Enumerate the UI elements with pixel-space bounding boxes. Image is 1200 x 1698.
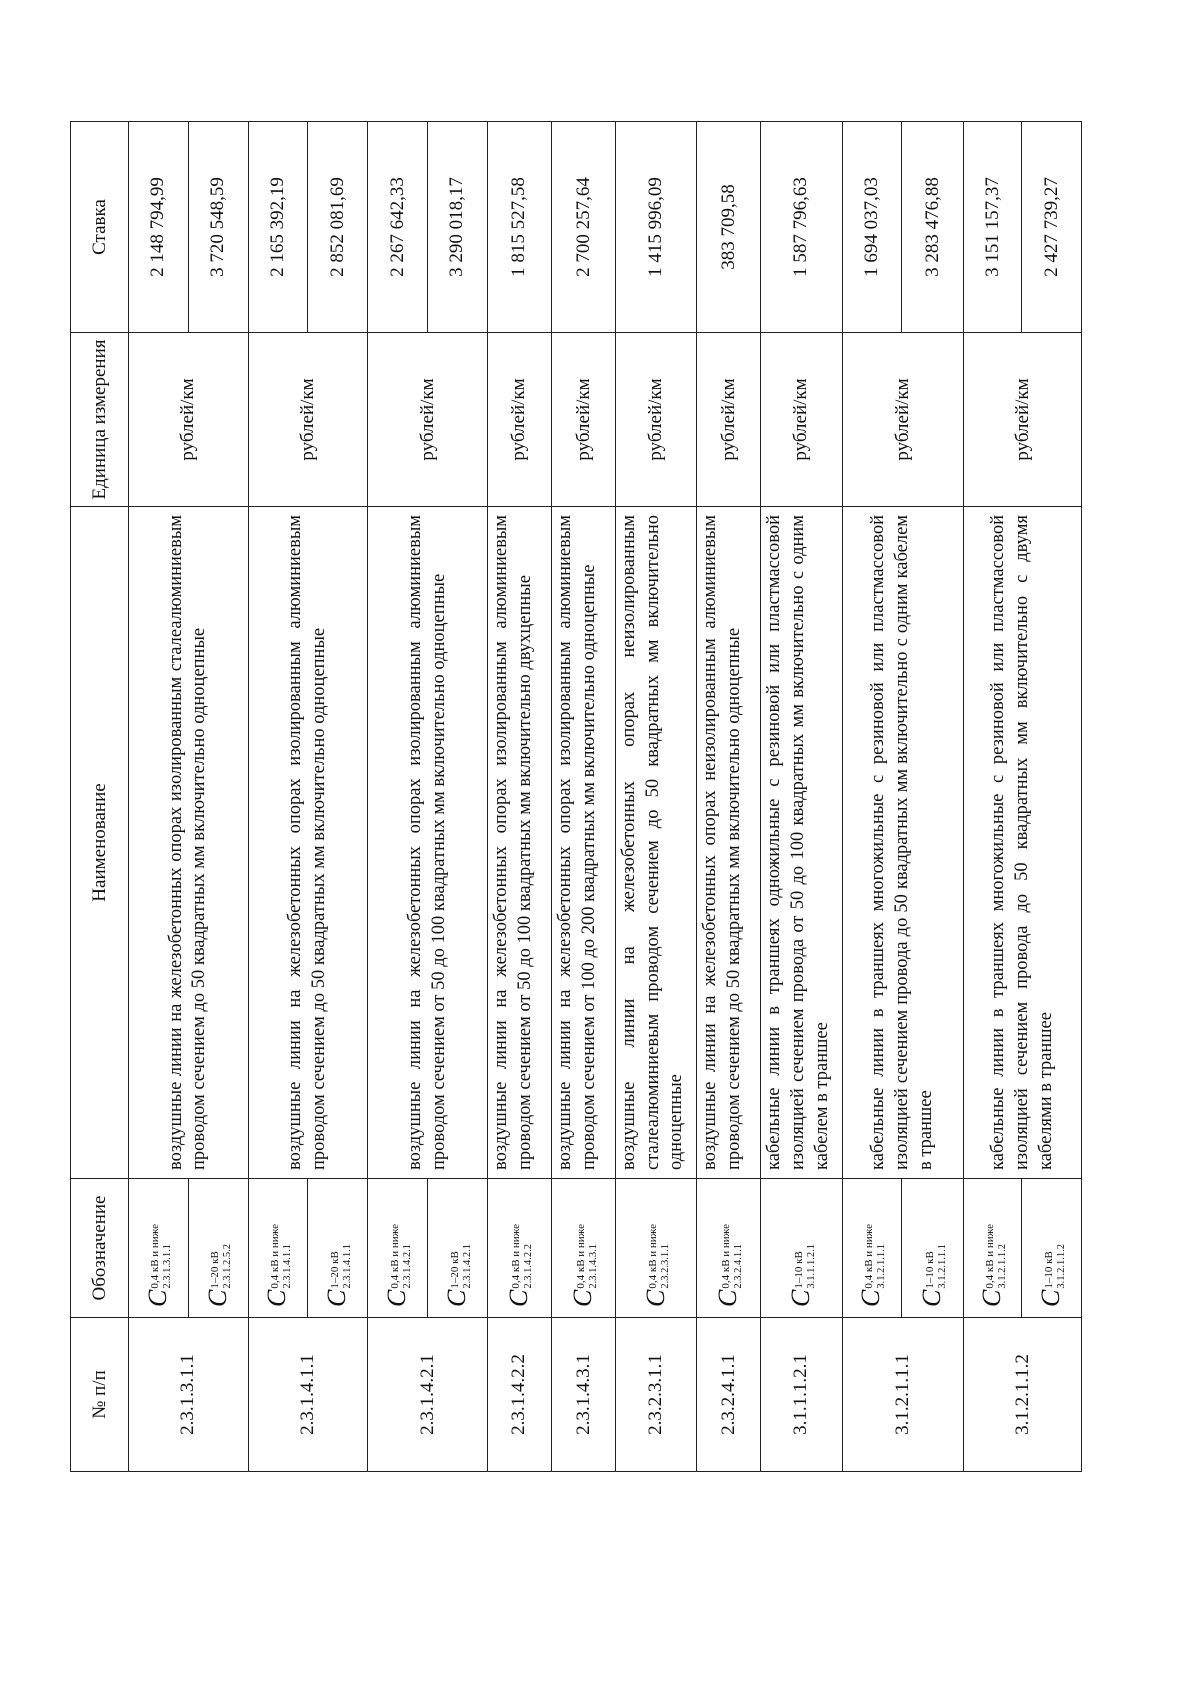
designation-indices [390,1224,414,1289]
table-body [129,122,1082,1472]
designation-letter: C [856,1289,886,1307]
table-row [697,122,761,1472]
unit-cell: рублей/км [697,333,761,507]
table-row [761,122,842,1472]
voltage-superscript: 1–20 кВ [328,1251,341,1289]
designation-cell [964,1179,1022,1318]
unit-cell: рублей/км [616,333,697,507]
designation-indices [150,1224,174,1289]
designation-cell [487,1179,551,1318]
designation-letter: C [142,1289,172,1307]
header-designation: Обозначение [71,1179,129,1318]
designation-cell [761,1179,842,1318]
code-subscript: 2.3.2.3.1.1 [660,1244,672,1289]
voltage-superscript: 0,4 кВ и ниже [983,1223,996,1289]
code-subscript: 2.3.1.4.2.1 [401,1244,413,1289]
item-name: воздушные линии на железобетонных опорах изолированным алюминиевым проводом сечением от 100 до 200 квадратных мм включительно одноцепные [551,507,615,1179]
designation-indices [648,1224,672,1289]
item-name: кабельные линии в траншеях одножильные с резиновой или пластмассовой изоляцией сечением провода от 50 до 100 квадратных мм включительно с одним кабелем в траншее [761,507,842,1179]
unit-cell: рублей/км [964,333,1082,507]
designation-letter: C [1035,1289,1065,1307]
unit-cell: рублей/км [842,333,964,507]
rate-cell: 3 290 018,17 [428,122,488,333]
unit-cell: рублей/км [551,333,615,507]
code-subscript: 2.3.1.4.1.1 [341,1244,353,1289]
designation-indices [270,1224,294,1289]
designation-cell [188,1179,248,1318]
header-rate: Ставка [71,122,129,333]
item-name: воздушные линии на железобетонных опорах изолированным сталеалюминиевым проводом сечением до 50 квадратных мм включительно одноцепные [129,507,249,1179]
voltage-superscript: 0,4 кВ и ниже [863,1223,875,1289]
header-name: Наименование [71,507,129,1179]
designation-cell [697,1179,761,1318]
rate-cell: 1 815 527,58 [487,122,551,333]
designation-letter: C [503,1289,533,1307]
designation-cell [368,1179,428,1318]
designation-letter: C [202,1289,232,1307]
voltage-superscript: 1–20 кВ [209,1251,222,1289]
code-subscript: 2.3.1.2.5.2 [222,1244,234,1289]
row-number: 3.1.1.1.2.1 [761,1318,842,1472]
designation-letter: C [917,1289,947,1307]
voltage-superscript: 0,4 кВ и ниже [647,1223,660,1289]
rate-cell: 1 694 037,03 [842,122,902,333]
code-subscript: 2.3.1.4.2.1 [461,1244,473,1289]
code-subscript: 3.1.1.1.2.1 [805,1244,817,1289]
rate-cell: 383 709,58 [697,122,761,333]
table-row [368,122,428,1472]
unit-cell: рублей/км [487,333,551,507]
rate-cell: 1 415 996,09 [616,122,697,333]
table-row [487,122,551,1472]
designation-letter: C [713,1289,743,1307]
rate-cell: 2 165 392,19 [248,122,308,333]
designation-letter: C [567,1289,597,1307]
item-name: воздушные линии на железобетонных опорах изолированным алюминиевым проводом сечением до 50 квадратных мм включительно одноцепные [248,507,368,1179]
designation-letter: C [785,1289,815,1307]
designation-letter: C [262,1289,292,1307]
item-name: воздушные линии на железобетонных опорах изолированным алюминиевым проводом сечением от 50 до 100 квадратных мм включительно одноцепные [368,507,488,1179]
voltage-superscript: 1–10 кВ [1042,1251,1055,1289]
rate-cell: 2 267 642,33 [368,122,428,333]
voltage-superscript: 0,4 кВ и ниже [149,1223,162,1289]
voltage-superscript: 1–20 кВ [448,1251,461,1289]
voltage-superscript: 0,4 кВ и ниже [574,1223,587,1289]
row-number: 2.3.1.4.3.1 [551,1318,615,1472]
designation-indices [864,1224,888,1289]
unit-cell: рублей/км [761,333,842,507]
designation-indices [576,1224,600,1289]
row-number: 2.3.1.3.1.1 [129,1318,249,1472]
item-name: воздушные линии на железобетонных опорах неизолированным сталеалюминиевым проводом сечением до 50 квадратных мм включительно одноцепные [616,507,697,1179]
designation-indices [511,1224,535,1289]
designation-indices [1044,1244,1068,1289]
item-name: воздушные линии на железобетонных опорах изолированным алюминиевым проводом сечением от 50 до 100 квадратных мм включительно двухцепные [487,507,551,1179]
designation-indices [330,1244,354,1289]
code-subscript: 3.1.2.1.1.1 [876,1244,887,1289]
designation-cell [616,1179,697,1318]
rate-cell: 2 700 257,64 [551,122,615,333]
rate-cell: 3 151 157,37 [964,122,1022,333]
code-subscript: 3.1.2.1.1.2 [1055,1244,1067,1289]
table-row [248,122,308,1472]
header-num: № п/п [71,1318,129,1472]
table-row [129,122,189,1472]
code-subscript: 3.1.2.1.1.2 [996,1244,1008,1289]
row-number: 3.1.2.1.1.2 [964,1318,1082,1472]
voltage-superscript: 1–10 кВ [923,1251,936,1289]
rate-cell: 2 427 739,27 [1022,122,1082,333]
voltage-superscript: 0,4 кВ и ниже [269,1223,282,1289]
unit-cell: рублей/км [129,333,249,507]
code-subscript: 2.3.1.4.1.1 [282,1244,294,1289]
designation-letter: C [382,1289,412,1307]
header-unit: Единица измерения [71,333,129,507]
code-subscript: 2.3.1.3.1.1 [162,1244,174,1289]
table-row [616,122,697,1472]
rate-cell: 1 587 796,63 [761,122,842,333]
designation-cell [308,1179,368,1318]
row-number: 2.3.1.4.2.2 [487,1318,551,1472]
unit-cell: рублей/км [368,333,488,507]
rate-cell: 2 148 794,99 [129,122,189,333]
row-number: 2.3.1.4.2.1 [368,1318,488,1472]
header-row [71,122,129,1472]
designation-cell [551,1179,615,1318]
designation-cell [842,1179,902,1318]
designation-cell [1022,1179,1082,1318]
designation-cell [902,1179,964,1318]
row-number: 2.3.2.3.1.1 [616,1318,697,1472]
table-row [551,122,615,1472]
tariff-table [70,121,1082,1472]
designation-indices [985,1224,1009,1289]
designation-indices [794,1244,818,1289]
designation-letter: C [322,1289,352,1307]
voltage-superscript: 1–10 кВ [792,1251,805,1289]
code-subscript: 2.3.2.4.1.1 [732,1244,744,1289]
code-subscript: 2.3.1.4.3.1 [587,1244,599,1289]
item-name: воздушные линии на железобетонных опорах неизолированным алюминиевым проводом сечением до 50 квадратных мм включительно одноцепные [697,507,761,1179]
table-row [964,122,1022,1472]
code-subscript: 2.3.1.4.2.2 [523,1244,535,1289]
voltage-superscript: 0,4 кВ и ниже [719,1223,732,1289]
rotated-page [70,122,1082,1472]
unit-cell: рублей/км [248,333,368,507]
rate-cell: 2 852 081,69 [308,122,368,333]
rate-cell: 3 283 476,88 [902,122,964,333]
designation-indices [925,1244,949,1289]
rate-cell: 3 720 548,59 [188,122,248,333]
item-name: кабельные линии в траншеях многожильные с резиновой или пластмассовой изоляцией сечением провода до 50 квадратных мм включительно с одним кабелем в траншее [842,507,964,1179]
table-row [842,122,902,1472]
voltage-superscript: 0,4 кВ и ниже [510,1223,523,1289]
row-number: 3.1.2.1.1.1 [842,1318,964,1472]
row-number: 2.3.1.4.1.1 [248,1318,368,1472]
designation-letter: C [640,1289,670,1307]
designation-cell [248,1179,308,1318]
item-name: кабельные линии в траншеях многожильные с резиновой или пластмассовой изоляцией сечением провода до 50 квадратных мм включительно с двумя кабелями в траншее [964,507,1082,1179]
designation-indices [210,1244,234,1289]
code-subscript: 3.1.2.1.1.1 [936,1244,948,1289]
designation-letter: C [977,1289,1007,1307]
designation-cell [129,1179,189,1318]
designation-indices [450,1244,474,1289]
designation-indices [721,1224,745,1289]
designation-cell [428,1179,488,1318]
voltage-superscript: 0,4 кВ и ниже [388,1223,401,1289]
row-number: 2.3.2.4.1.1 [697,1318,761,1472]
designation-letter: C [441,1289,471,1307]
